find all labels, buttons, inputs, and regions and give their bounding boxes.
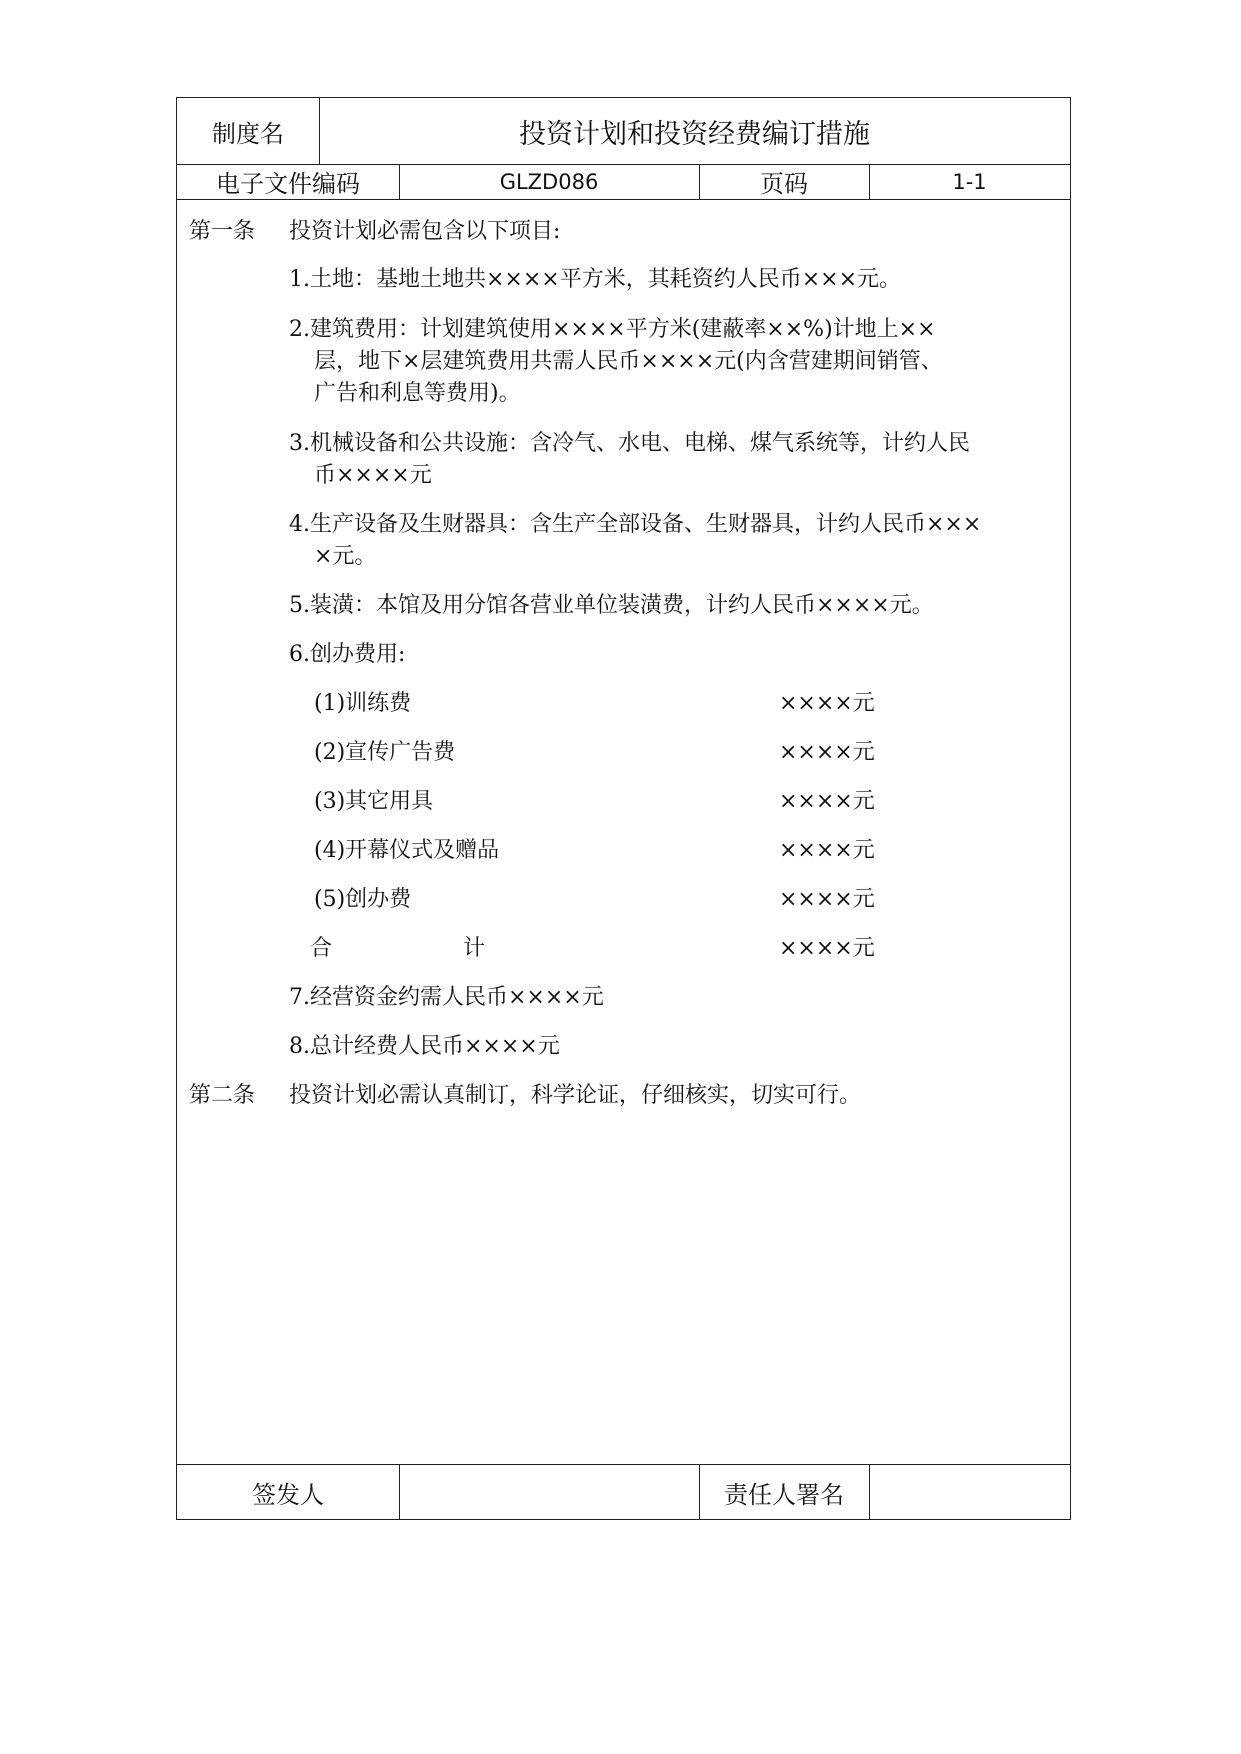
file-code-label: 电子文件编码 bbox=[216, 170, 360, 198]
list-item: 币××××元 bbox=[314, 463, 432, 488]
list-item: 6.创办费用: bbox=[289, 642, 406, 667]
sub-item-amount: ××××元 bbox=[779, 887, 875, 912]
sub-item-label: (2)宣传广告费 bbox=[314, 740, 456, 765]
responsible-value bbox=[869, 1464, 1070, 1520]
list-item: 7.经营资金约需人民币××××元 bbox=[289, 985, 604, 1010]
regulation-name-label: 制度名 bbox=[212, 119, 284, 148]
sub-item-amount: ××××元 bbox=[779, 838, 875, 863]
total-amount: ××××元 bbox=[779, 936, 875, 961]
article-2-text: 投资计划必需认真制订，科学论证，仔细核实，切实可行。 bbox=[289, 1083, 862, 1108]
article-2-label: 第二条 bbox=[189, 1083, 256, 1108]
sub-item-amount: ××××元 bbox=[779, 691, 875, 716]
total-label-right: 计 bbox=[463, 936, 486, 961]
sub-item-amount: ××××元 bbox=[779, 740, 875, 765]
page-label: 页码 bbox=[760, 170, 808, 198]
document-form bbox=[176, 97, 1071, 1520]
page-value: 1-1 bbox=[952, 169, 987, 194]
sub-item-label: (5)创办费 bbox=[314, 887, 412, 912]
list-item: 5.装潢：本馆及用分馆各营业单位装潢费，计约人民币××××元。 bbox=[289, 593, 934, 618]
list-item: 8.总计经费人民币××××元 bbox=[289, 1034, 560, 1059]
list-item: 广告和利息等费用)。 bbox=[314, 381, 521, 406]
sub-item-label: (4)开幕仪式及赠品 bbox=[314, 838, 500, 863]
regulation-title: 投资计划和投资经费编订措施 bbox=[519, 118, 870, 150]
list-item: 层，地下×层建筑费用共需人民币××××元(内含营建期间销管、 bbox=[314, 349, 943, 374]
list-item: 2.建筑费用：计划建筑使用××××平方米(建蔽率××%)计地上×× bbox=[289, 317, 936, 342]
total-label-left: 合 bbox=[310, 936, 333, 961]
article-1-label: 第一条 bbox=[189, 219, 256, 244]
list-item: 3.机械设备和公共设施：含冷气、水电、电梯、煤气系统等，计约人民 bbox=[289, 431, 970, 456]
issuer-value bbox=[399, 1464, 699, 1520]
article-1-text: 投资计划必需包含以下项目: bbox=[289, 219, 561, 244]
sub-item-label: (3)其它用具 bbox=[314, 789, 434, 814]
issuer-label: 签发人 bbox=[252, 1480, 324, 1509]
responsible-label: 责任人署名 bbox=[724, 1480, 844, 1509]
divider bbox=[177, 199, 1070, 200]
file-code-value: GLZD086 bbox=[499, 169, 599, 194]
sub-item-label: (1)训练费 bbox=[314, 691, 412, 716]
list-item: 1.土地：基地土地共××××平方米，其耗资约人民币×××元。 bbox=[289, 267, 902, 292]
list-item: 4.生产设备及生财器具：含生产全部设备、生财器具，计约人民币××× bbox=[289, 512, 982, 537]
sub-item-amount: ××××元 bbox=[779, 789, 875, 814]
list-item: ×元。 bbox=[314, 544, 377, 569]
